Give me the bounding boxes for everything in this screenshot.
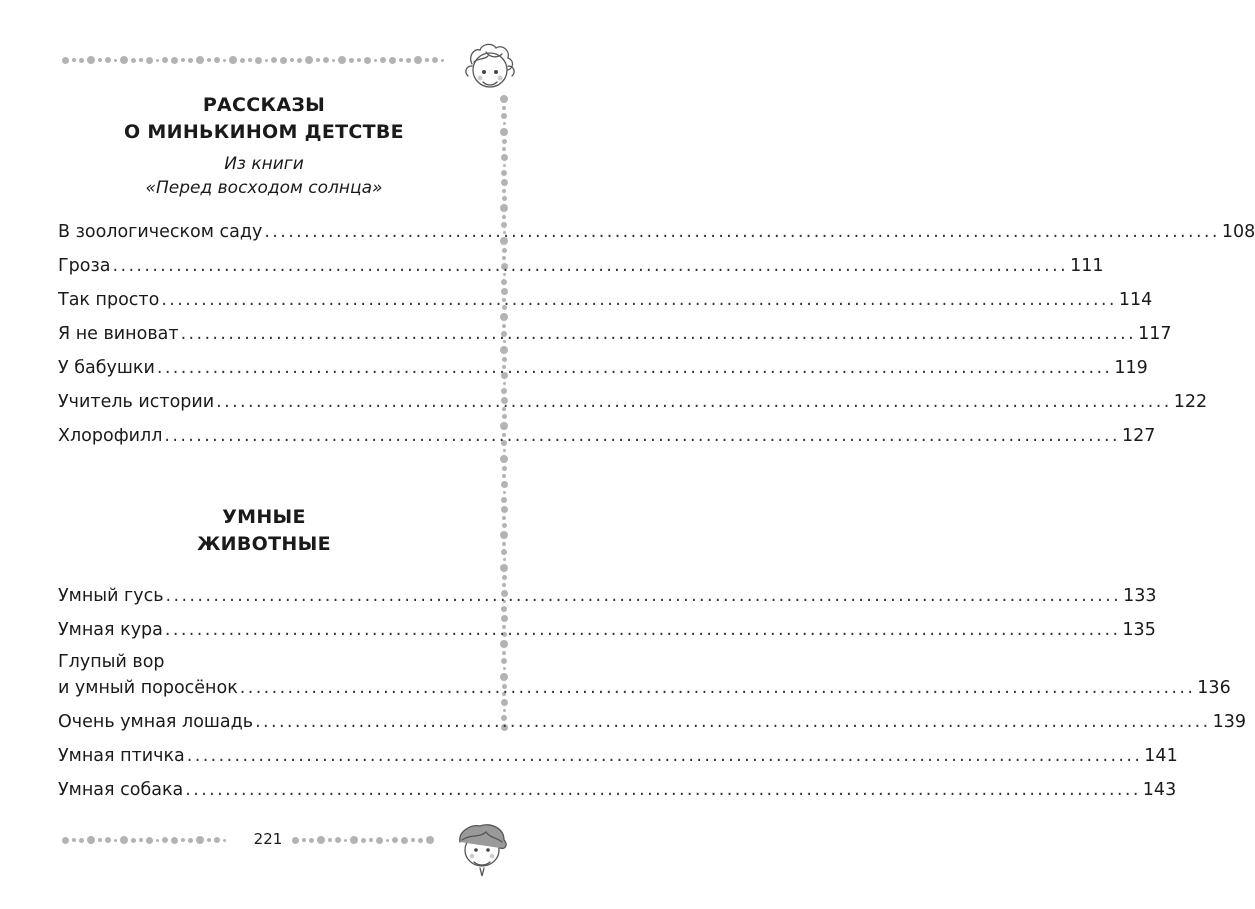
- dot-leader: ........................................................................................................................: [185, 780, 1141, 800]
- border-dot: [386, 839, 389, 842]
- border-dot: [171, 837, 178, 844]
- entry-title: Хлорофилл: [58, 426, 163, 446]
- border-dot: [223, 59, 226, 62]
- bottom-dotted-border-right: [292, 834, 444, 846]
- entry-page: 135: [1122, 620, 1156, 640]
- entry-page: 136: [1197, 678, 1231, 698]
- border-dot: [502, 147, 506, 151]
- border-dot: [501, 658, 507, 664]
- bottom-dotted-border-left: [62, 834, 242, 846]
- border-dot: [196, 56, 204, 64]
- border-dot: [501, 497, 507, 503]
- border-dot: [380, 57, 386, 63]
- border-dot: [350, 836, 358, 844]
- border-dot: [501, 113, 507, 119]
- border-dot: [502, 196, 507, 201]
- dot-leader: ........................................................................................................................: [216, 392, 1172, 412]
- border-dot: [502, 474, 506, 478]
- border-dot: [214, 57, 220, 63]
- border-dot: [501, 179, 508, 186]
- border-dot: [240, 58, 245, 63]
- entry-title: Умный гусь: [58, 586, 164, 606]
- border-dot: [87, 56, 95, 64]
- border-dot: [223, 839, 226, 842]
- border-dot: [344, 839, 347, 842]
- border-dot: [503, 558, 506, 561]
- border-dot: [114, 59, 117, 62]
- border-dot: [399, 58, 403, 62]
- border-dot: [361, 838, 366, 843]
- border-dot: [316, 58, 320, 62]
- border-dot: [328, 838, 332, 842]
- subtitle-line: Из книги: [224, 154, 304, 174]
- border-dot: [501, 506, 508, 513]
- border-dot: [392, 837, 398, 843]
- border-dot: [120, 836, 128, 844]
- border-dot: [503, 667, 506, 670]
- border-dot: [500, 564, 508, 572]
- border-dot: [364, 57, 371, 64]
- boy-face-icon: [446, 816, 518, 880]
- border-dot: [503, 382, 506, 385]
- border-dot: [72, 838, 76, 842]
- border-dot: [79, 58, 84, 63]
- entry-title: Умная кура: [58, 620, 163, 640]
- page-number: 221: [253, 830, 283, 848]
- entry-title: Учитель истории: [58, 392, 215, 412]
- border-dot: [214, 837, 220, 843]
- dot-leader: ........................................................................................................................: [165, 586, 1122, 606]
- entry-title: Умная собака: [58, 780, 184, 800]
- border-dot: [338, 56, 346, 64]
- dot-leader: ........................................................................................................................: [164, 620, 1121, 640]
- border-dot: [181, 58, 185, 62]
- border-dot: [401, 837, 408, 844]
- border-dot: [502, 516, 506, 520]
- toc-entry: [58, 650, 1231, 708]
- toc-entry: [58, 388, 1208, 422]
- toc-list: [58, 582, 1246, 810]
- border-dot: [502, 651, 506, 655]
- toc-entry: [58, 286, 1153, 320]
- border-dot: [255, 57, 262, 64]
- entry-page: 139: [1212, 712, 1246, 732]
- border-dot: [265, 59, 268, 62]
- border-dot: [502, 523, 507, 528]
- dot-leader: ........................................................................................................................: [161, 290, 1117, 310]
- border-dot: [290, 58, 294, 62]
- border-dot: [502, 139, 507, 144]
- border-dot: [357, 58, 361, 62]
- toc-entry: [58, 582, 1157, 616]
- border-dot: [114, 839, 117, 842]
- entry-title: У бабушки: [58, 358, 155, 378]
- border-dot: [139, 838, 143, 842]
- dot-leader: ........................................................................................................................: [239, 678, 1196, 698]
- toc-list: [58, 218, 1255, 456]
- section-subtitle: [58, 152, 470, 200]
- table-of-contents: [58, 92, 1255, 810]
- border-dot: [389, 57, 396, 64]
- entry-page: 122: [1173, 392, 1208, 412]
- dot-leader: ........................................................................................................................: [264, 222, 1220, 242]
- top-dotted-border: [62, 54, 462, 66]
- border-dot: [406, 58, 411, 63]
- section-heading: [58, 504, 470, 558]
- entry-title: Очень умная лошадь: [58, 712, 254, 732]
- border-dot: [146, 57, 153, 64]
- border-dot: [376, 837, 383, 844]
- toc-entry: [58, 616, 1156, 650]
- border-dot: [414, 56, 422, 64]
- entry-title: Я не виноват: [58, 324, 179, 344]
- entry-title: Гроза: [58, 256, 111, 276]
- toc-entry: [58, 354, 1148, 388]
- border-dot: [297, 58, 302, 63]
- border-dot: [87, 836, 95, 844]
- section-title-line: ЖИВОТНЫЕ: [197, 533, 331, 555]
- border-dot: [501, 170, 507, 176]
- border-dot: [502, 466, 507, 471]
- section-title-line: О МИНЬКИНОМ ДЕТСТВЕ: [124, 121, 404, 143]
- border-dot: [503, 122, 506, 125]
- entry-page: 133: [1123, 586, 1157, 606]
- entry-page: 111: [1070, 256, 1104, 276]
- entry-title: В зоологическом саду: [58, 222, 263, 242]
- section-heading: [58, 92, 470, 146]
- border-dot: [72, 58, 76, 62]
- border-dot: [98, 838, 102, 842]
- border-dot: [105, 57, 111, 63]
- border-dot: [369, 838, 373, 842]
- border-dot: [418, 838, 423, 843]
- entry-page: 127: [1121, 426, 1156, 446]
- border-dot: [302, 838, 306, 842]
- border-dot: [131, 838, 136, 843]
- border-dot: [79, 838, 84, 843]
- border-dot: [162, 57, 168, 63]
- border-dot: [188, 58, 193, 63]
- border-dot: [156, 839, 159, 842]
- dot-leader: ........................................................................................................................: [112, 256, 1069, 276]
- entry-page: 117: [1138, 324, 1172, 344]
- border-dot: [280, 57, 287, 64]
- border-dot: [305, 56, 313, 64]
- border-dot: [332, 59, 335, 62]
- entry-page: 114: [1118, 290, 1153, 310]
- dot-leader: ........................................................................................................................: [186, 746, 1143, 766]
- border-dot: [229, 56, 237, 64]
- border-dot: [426, 836, 434, 844]
- border-dot: [120, 56, 128, 64]
- border-dot: [196, 836, 204, 844]
- entry-title: Умная птичка: [58, 746, 185, 766]
- dot-leader: ........................................................................................................................: [180, 324, 1137, 344]
- border-dot: [248, 58, 252, 62]
- toc-entry: [58, 320, 1172, 354]
- border-dot: [441, 59, 444, 62]
- border-dot: [317, 836, 325, 844]
- border-dot: [502, 106, 506, 110]
- dot-leader: ........................................................................................................................: [255, 712, 1211, 732]
- dot-leader: ........................................................................................................................: [156, 358, 1113, 378]
- toc-entry: [58, 252, 1104, 286]
- border-dot: [105, 837, 111, 843]
- entry-title: Так просто: [58, 290, 160, 310]
- border-dot: [271, 57, 277, 63]
- entry-page: 141: [1144, 746, 1178, 766]
- toc-entry: [58, 218, 1255, 252]
- border-dot: [374, 59, 377, 62]
- border-dot: [156, 59, 159, 62]
- border-dot: [207, 58, 211, 62]
- border-dot: [207, 838, 211, 842]
- entry-page: 143: [1142, 780, 1177, 800]
- border-dot: [503, 164, 506, 167]
- subtitle-line: «Перед восходом солнца»: [145, 178, 383, 198]
- border-dot: [309, 838, 314, 843]
- toc-entry: [58, 776, 1177, 810]
- section-title-line: РАССКАЗЫ: [202, 94, 326, 116]
- border-dot: [131, 58, 136, 63]
- border-dot: [502, 189, 506, 193]
- toc-entry: [58, 708, 1246, 742]
- border-dot: [162, 837, 168, 843]
- border-dot: [292, 837, 299, 844]
- border-dot: [502, 542, 506, 546]
- border-dot: [323, 57, 329, 63]
- border-dot: [500, 204, 508, 212]
- border-dot: [181, 838, 185, 842]
- border-dot: [171, 57, 178, 64]
- border-dot: [500, 455, 508, 463]
- border-dot: [335, 837, 341, 843]
- border-dot: [500, 531, 508, 539]
- border-dot: [62, 837, 69, 844]
- border-dot: [349, 58, 354, 63]
- toc-entry: [58, 422, 1156, 456]
- border-dot: [502, 575, 507, 580]
- entry-page: 119: [1114, 358, 1148, 378]
- border-dot: [501, 154, 508, 161]
- border-dot: [411, 838, 415, 842]
- border-dot: [62, 57, 69, 64]
- toc-entry: [58, 742, 1178, 776]
- entry-title-first-line: Глупый вор: [58, 652, 165, 672]
- section-title-line: УМНЫЕ: [222, 506, 306, 528]
- border-dot: [503, 491, 506, 494]
- entry-title: и умный поросёнок: [58, 678, 238, 698]
- border-dot: [188, 838, 193, 843]
- border-dot: [432, 57, 438, 63]
- border-dot: [501, 549, 507, 555]
- border-dot: [501, 481, 508, 488]
- border-dot: [500, 128, 508, 136]
- border-dot: [146, 837, 153, 844]
- entry-page: 108: [1221, 222, 1255, 242]
- border-dot: [139, 58, 143, 62]
- girl-face-icon: [458, 36, 522, 98]
- dot-leader: ........................................................................................................................: [164, 426, 1120, 446]
- border-dot: [98, 58, 102, 62]
- border-dot: [425, 58, 429, 62]
